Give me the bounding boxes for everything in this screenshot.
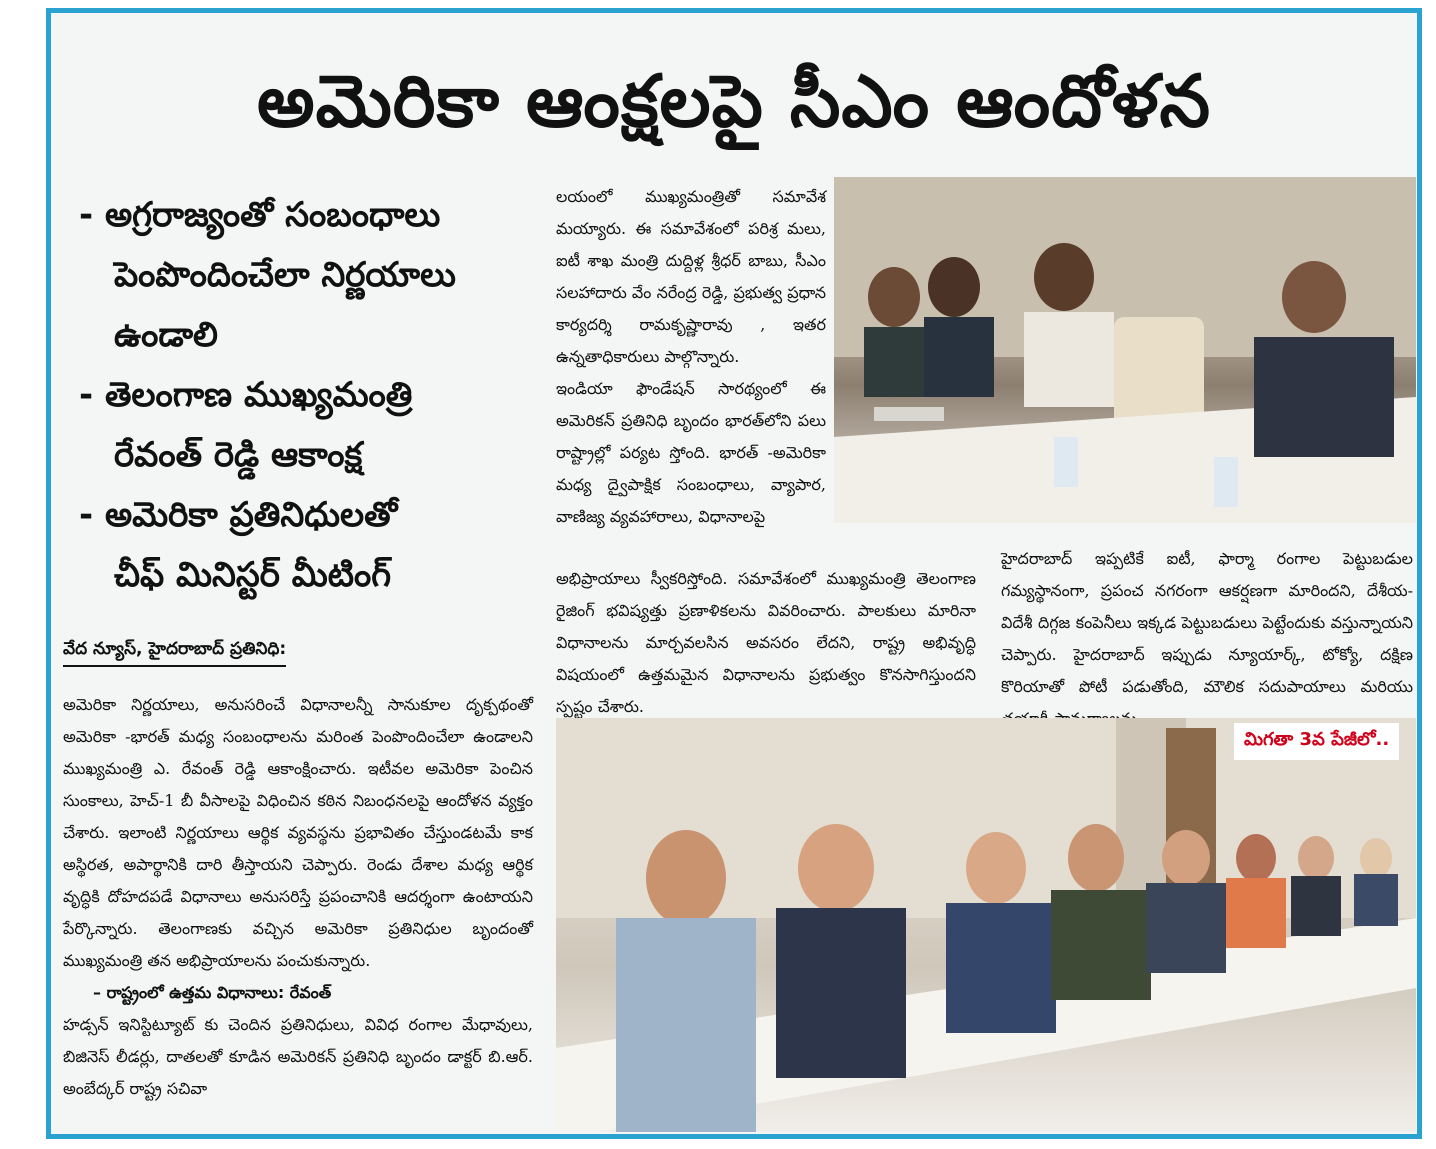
paragraph: లయంలో ముఖ్యమంత్రితో సమావేశ మయ్యారు. ఈ సమావేశంలో పరిశ్ర మలు, ఐటీ శాఖ మంత్రి దుద్దిళ్ల శ్రీధర్ బాబు, సీఎం సలహాదారు వేం నరేంద్ర రెడ్డి, ప్రభుత్వ ప్రధాన కార్యదర్శి రామకృష్ణారావు , ఇతర ఉన్నతాధికారులు పాల్గొన్నారు. [556,187,826,366]
body-column-middle-lower [556,563,976,723]
point-2-cont: రేవంత్ రెడ్డి ఆకాంక్ష [114,435,363,475]
byline: వేద న్యూస్, హైదరాబాద్ ప్రతినిధి: [63,639,286,667]
paragraph: హైదరాబాద్ ఇప్పటికే ఐటీ, ఫార్మా రంగాల పెట్టుబడుల గమ్యస్థానంగా, ప్రపంచ నగరంగా ఆకర్షణగా మారిందని, దేశీయ-విదేశీ దిగ్గజ కంపెనీలు ఇక్కడ పెట్టుబడులు పెట్టేందుకు వస్తున్నాయని చెప్పారు. హైదరాబాద్ ఇప్పుడు న్యూయార్క్, టోక్యో, దక్షిణ కొరియాతో పోటీ పడుతోంది, మౌలిక సదుపాయాలు మరియు [1001,549,1413,696]
highlight-points [79,185,549,605]
photo-illustration [834,177,1416,523]
meeting-photo-cm [834,177,1416,523]
point-2: - తెలంగాణ ముఖ్యమంత్రి [79,375,413,415]
point-1: - అగ్రరాజ్యంతో సంబంధాలు [79,195,441,235]
paragraph: అమెరికా నిర్ణయాలు, అనుసరించే విధానాలన్నీ సానుకూల దృక్పథంతో అమెరికా -భారత్ మధ్య సంబంధాలను మరింత పెంపొందించేలా ఉండాలని ముఖ్యమంత్రి ఎ. రేవంత్ రెడ్డి ఆకాంక్షించారు. ఇటీవల అమెరికా పెంచిన సుంకాలు, హెచ్-1 బీ వీసాలపై విధించిన కఠిన నిబంధనలపై ఆందోళన వ్యక్తం చేశారు. ఇలాంటి నిర్ణయాలు ఆర్థిక వ్యవస్థను ప్రభావితం చేస్తుండటమే కాక అస్థిరత, అపార్థానికి దారి తీస్తాయని చెప్పారు. రెండు దేశాల మధ్య ఆర్థిక వృద్ధికి దోహదపడే విధానాలు అనుసరిస్తే ప్రపంచానికి ఆదర్శంగా ఉంటాయని పేర్కొన్నారు. తెలంగాణకు వచ్చిన అమెరికా ప్రతినిధుల బృందంతో ముఖ్యమంత్రి తన అభిప్రాయాలను పంచుకున్నారు. [63,695,533,970]
photo-illustration [556,718,1416,1132]
body-column-middle [556,181,826,533]
continued-on-page-3[interactable]: మిగతా 3వ పేజీలో.. [1234,723,1399,760]
point-1-cont-b: ఉండాలి [114,315,218,355]
point-3: - అమెరికా ప్రతినిధులతో [79,495,398,535]
paragraph: హడ్సన్ ఇనిస్టిట్యూట్ కు చెందిన ప్రతినిధులు, వివిధ రంగాల మేధావులు, బిజినెస్ లీడర్లు, దాతలతో కూడిన అమెరికన్ ప్రతినిధి బృందం డాక్టర్ బి.ఆర్. అంబేద్కర్ రాష్ట్ర సచివా [63,1015,533,1098]
paragraph: ఇండియా ఫౌండేషన్ సారథ్యంలో ఈ అమెరికన్ ప్రతినిధి బృందం భారత్‌లోని పలు రాష్ట్రాల్లో పర్యట స్తోంది. భారత్ -అమెరికా మధ్య ద్వైపాక్షిక సంబంధాలు, వ్యాపార, వాణిజ్య వ్యవహారాలు, విధానాలపై [556,379,826,526]
paragraph: అభిప్రాయాలు స్వీకరిస్తోంది. సమావేశంలో ముఖ్యమంత్రి తెలంగాణ రైజింగ్ భవిష్యత్తు ప్రణాళికలను వివరించారు. పాలకులు మారినా విధానాలను మార్చవలసిన అవసరం లేదని, రాష్ట్ర అభివృద్ధి విషయంలో ఉత్తమమైన విధానాలను ప్రభుత్వం కొనసాగిస్తుందని స్పష్టం చేశారు. [556,569,976,716]
body-column-left [63,689,533,1105]
article-frame [46,8,1422,1139]
subheading: – రాష్ట్రంలో ఉత్తమ విధానాలు: రేవంత్ [93,983,332,1002]
body-column-right [1001,543,1413,735]
point-1-cont-a: పెంపొందించేలా నిర్ణయాలు [114,255,456,295]
headline: అమెరికా ఆంక్షలపై సీఎం ఆందోళన [257,59,1211,143]
meeting-photo-delegation [556,718,1416,1132]
point-3-cont: చీఫ్ మినిస్టర్ మీటింగ్ [114,555,392,595]
